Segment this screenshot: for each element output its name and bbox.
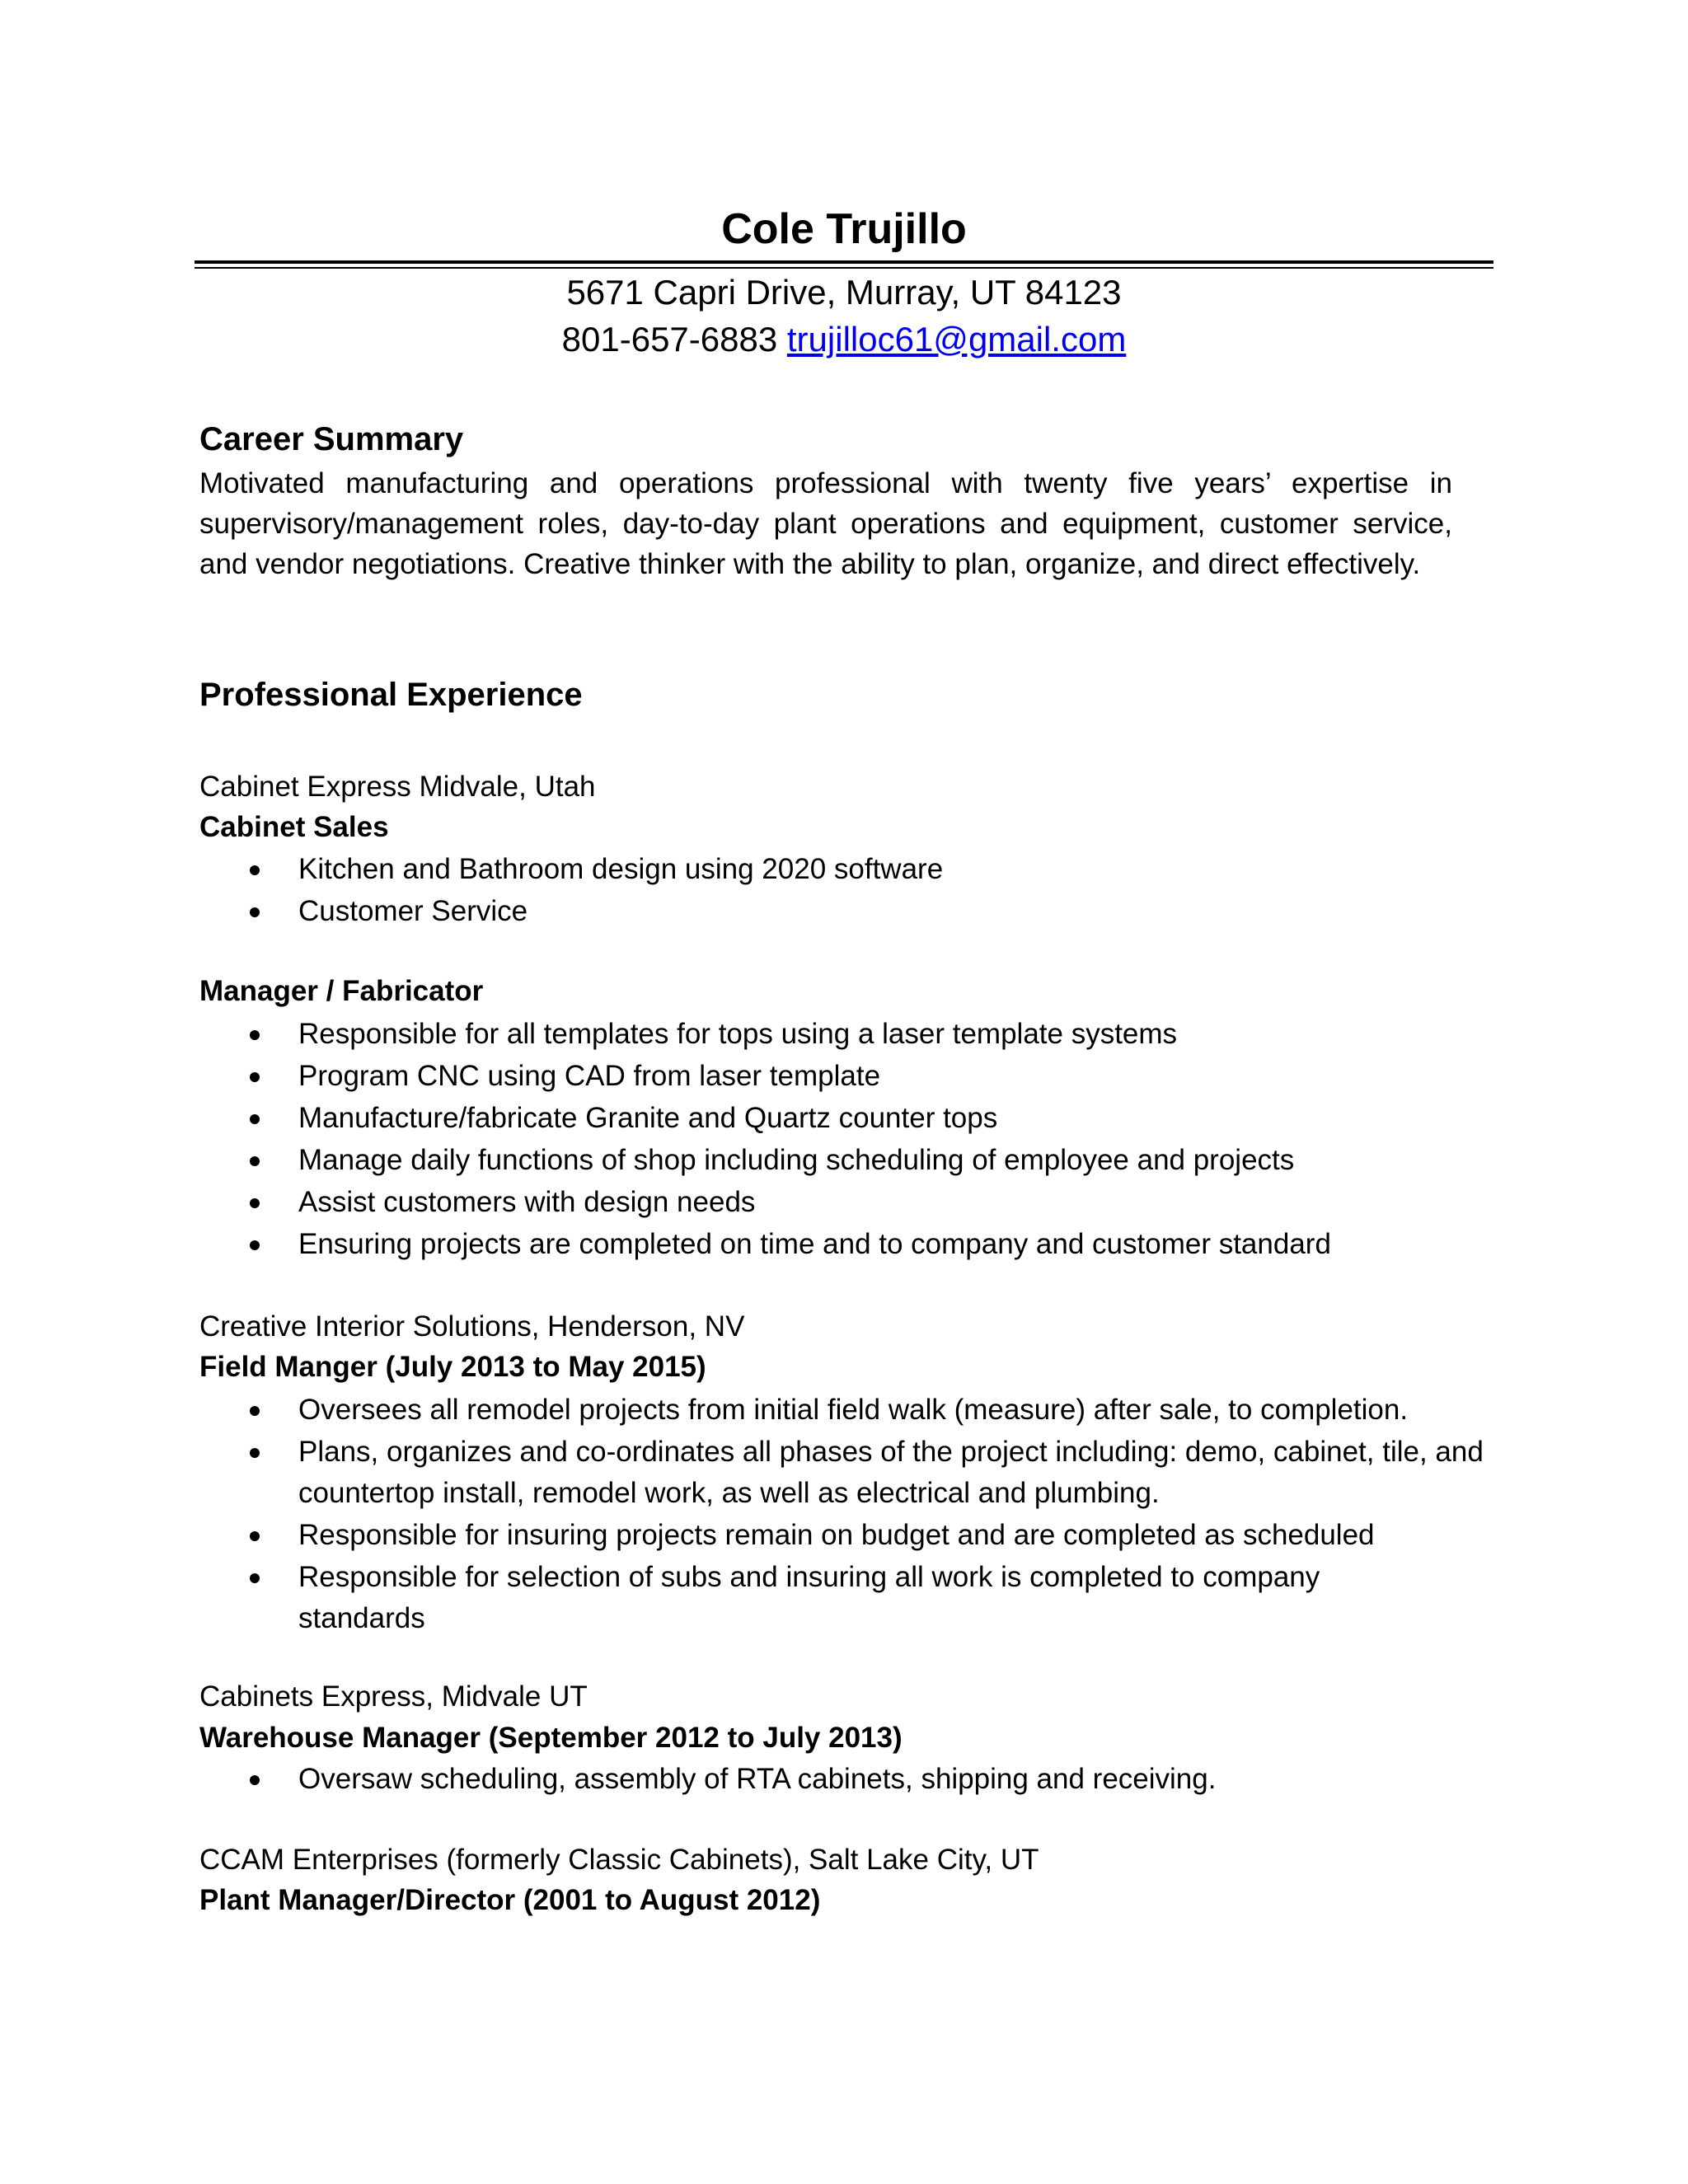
duty-item: Responsible for insuring projects remain on budget and are completed as scheduled xyxy=(199,1515,1502,1556)
duty-item: Customer Service xyxy=(199,891,1487,932)
job-company: CCAM Enterprises (formerly Classic Cabinets), Salt Lake City, UT xyxy=(199,1844,1039,1876)
phone-number: 801-657-6883 xyxy=(561,320,778,359)
duty-item: Oversees all remodel projects from initial field walk (measure) after sale, to completion. xyxy=(199,1390,1502,1431)
address: 5671 Capri Drive, Murray, UT 84123 xyxy=(566,273,1122,312)
bullet-icon xyxy=(250,907,260,917)
career-summary-heading: Career Summary xyxy=(199,421,464,457)
bullet-icon xyxy=(250,1198,260,1208)
career-summary-text: Motivated manufacturing and operations professional with twenty five years’ expertise in supervisory/management roles, day-to-day plant operations and equipment, customer service, and vendor negotiations. Creative thinker with the ability to plan, organize, and direct effectively. xyxy=(199,467,1452,580)
bullet-icon xyxy=(250,1072,260,1082)
header-rule-thin xyxy=(195,267,1493,269)
job-company: Cabinets Express, Midvale UT xyxy=(199,1680,588,1713)
job-duties xyxy=(199,1759,1487,1801)
duty-item: Program CNC using CAD from laser template xyxy=(199,1056,1487,1097)
email-link[interactable]: trujilloc61@gmail.com xyxy=(786,320,1127,359)
job-duties xyxy=(199,1390,1502,1640)
header-rule-thick xyxy=(195,260,1493,264)
bullet-icon xyxy=(250,1406,260,1416)
duty-item: Ensuring projects are completed on time and to company and customer standard xyxy=(199,1224,1487,1265)
applicant-name: Cole Trujillo xyxy=(721,205,967,253)
duty-item: Assist customers with design needs xyxy=(199,1182,1487,1223)
job-title: Plant Manager/Director (2001 to August 2012) xyxy=(199,1884,821,1916)
duty-item: Responsible for all templates for tops using a laser template systems xyxy=(199,1014,1487,1055)
job-company: Creative Interior Solutions, Henderson, NV xyxy=(199,1310,745,1343)
contact-line xyxy=(0,316,1688,363)
duty-item: Manufacture/fabricate Granite and Quartz counter tops xyxy=(199,1098,1487,1139)
duty-item: Oversaw scheduling, assembly of RTA cabinets, shipping and receiving. xyxy=(199,1759,1487,1800)
job-title: Warehouse Manager (September 2012 to July 2013) xyxy=(199,1722,903,1754)
duty-item: Responsible for selection of subs and insuring all work is completed to company standards xyxy=(199,1557,1403,1639)
bullet-icon xyxy=(250,1156,260,1166)
job-title: Manager / Fabricator xyxy=(199,975,484,1007)
bullet-icon xyxy=(250,1030,260,1040)
job-duties xyxy=(199,849,1487,933)
bullet-icon xyxy=(250,1775,260,1785)
job-title: Field Manger (July 2013 to May 2015) xyxy=(199,1351,706,1383)
bullet-icon xyxy=(250,865,260,875)
duty-item: Kitchen and Bathroom design using 2020 software xyxy=(199,849,1487,890)
bullet-icon xyxy=(250,1114,260,1124)
bullet-icon xyxy=(250,1448,260,1458)
job-company: Cabinet Express Midvale, Utah xyxy=(199,771,596,803)
bullet-icon xyxy=(250,1573,260,1583)
job-duties xyxy=(199,1014,1487,1266)
bullet-icon xyxy=(250,1240,260,1250)
duty-item: Plans, organizes and co-ordinates all phases of the project including: demo, cabinet, tile, and countertop install, remodel work, as well as electrical and plumbing. xyxy=(199,1432,1502,1514)
duty-item: Manage daily functions of shop including scheduling of employee and projects xyxy=(199,1140,1487,1181)
bullet-icon xyxy=(250,1531,260,1541)
job-title: Cabinet Sales xyxy=(199,811,389,843)
professional-experience-heading: Professional Experience xyxy=(199,677,583,713)
